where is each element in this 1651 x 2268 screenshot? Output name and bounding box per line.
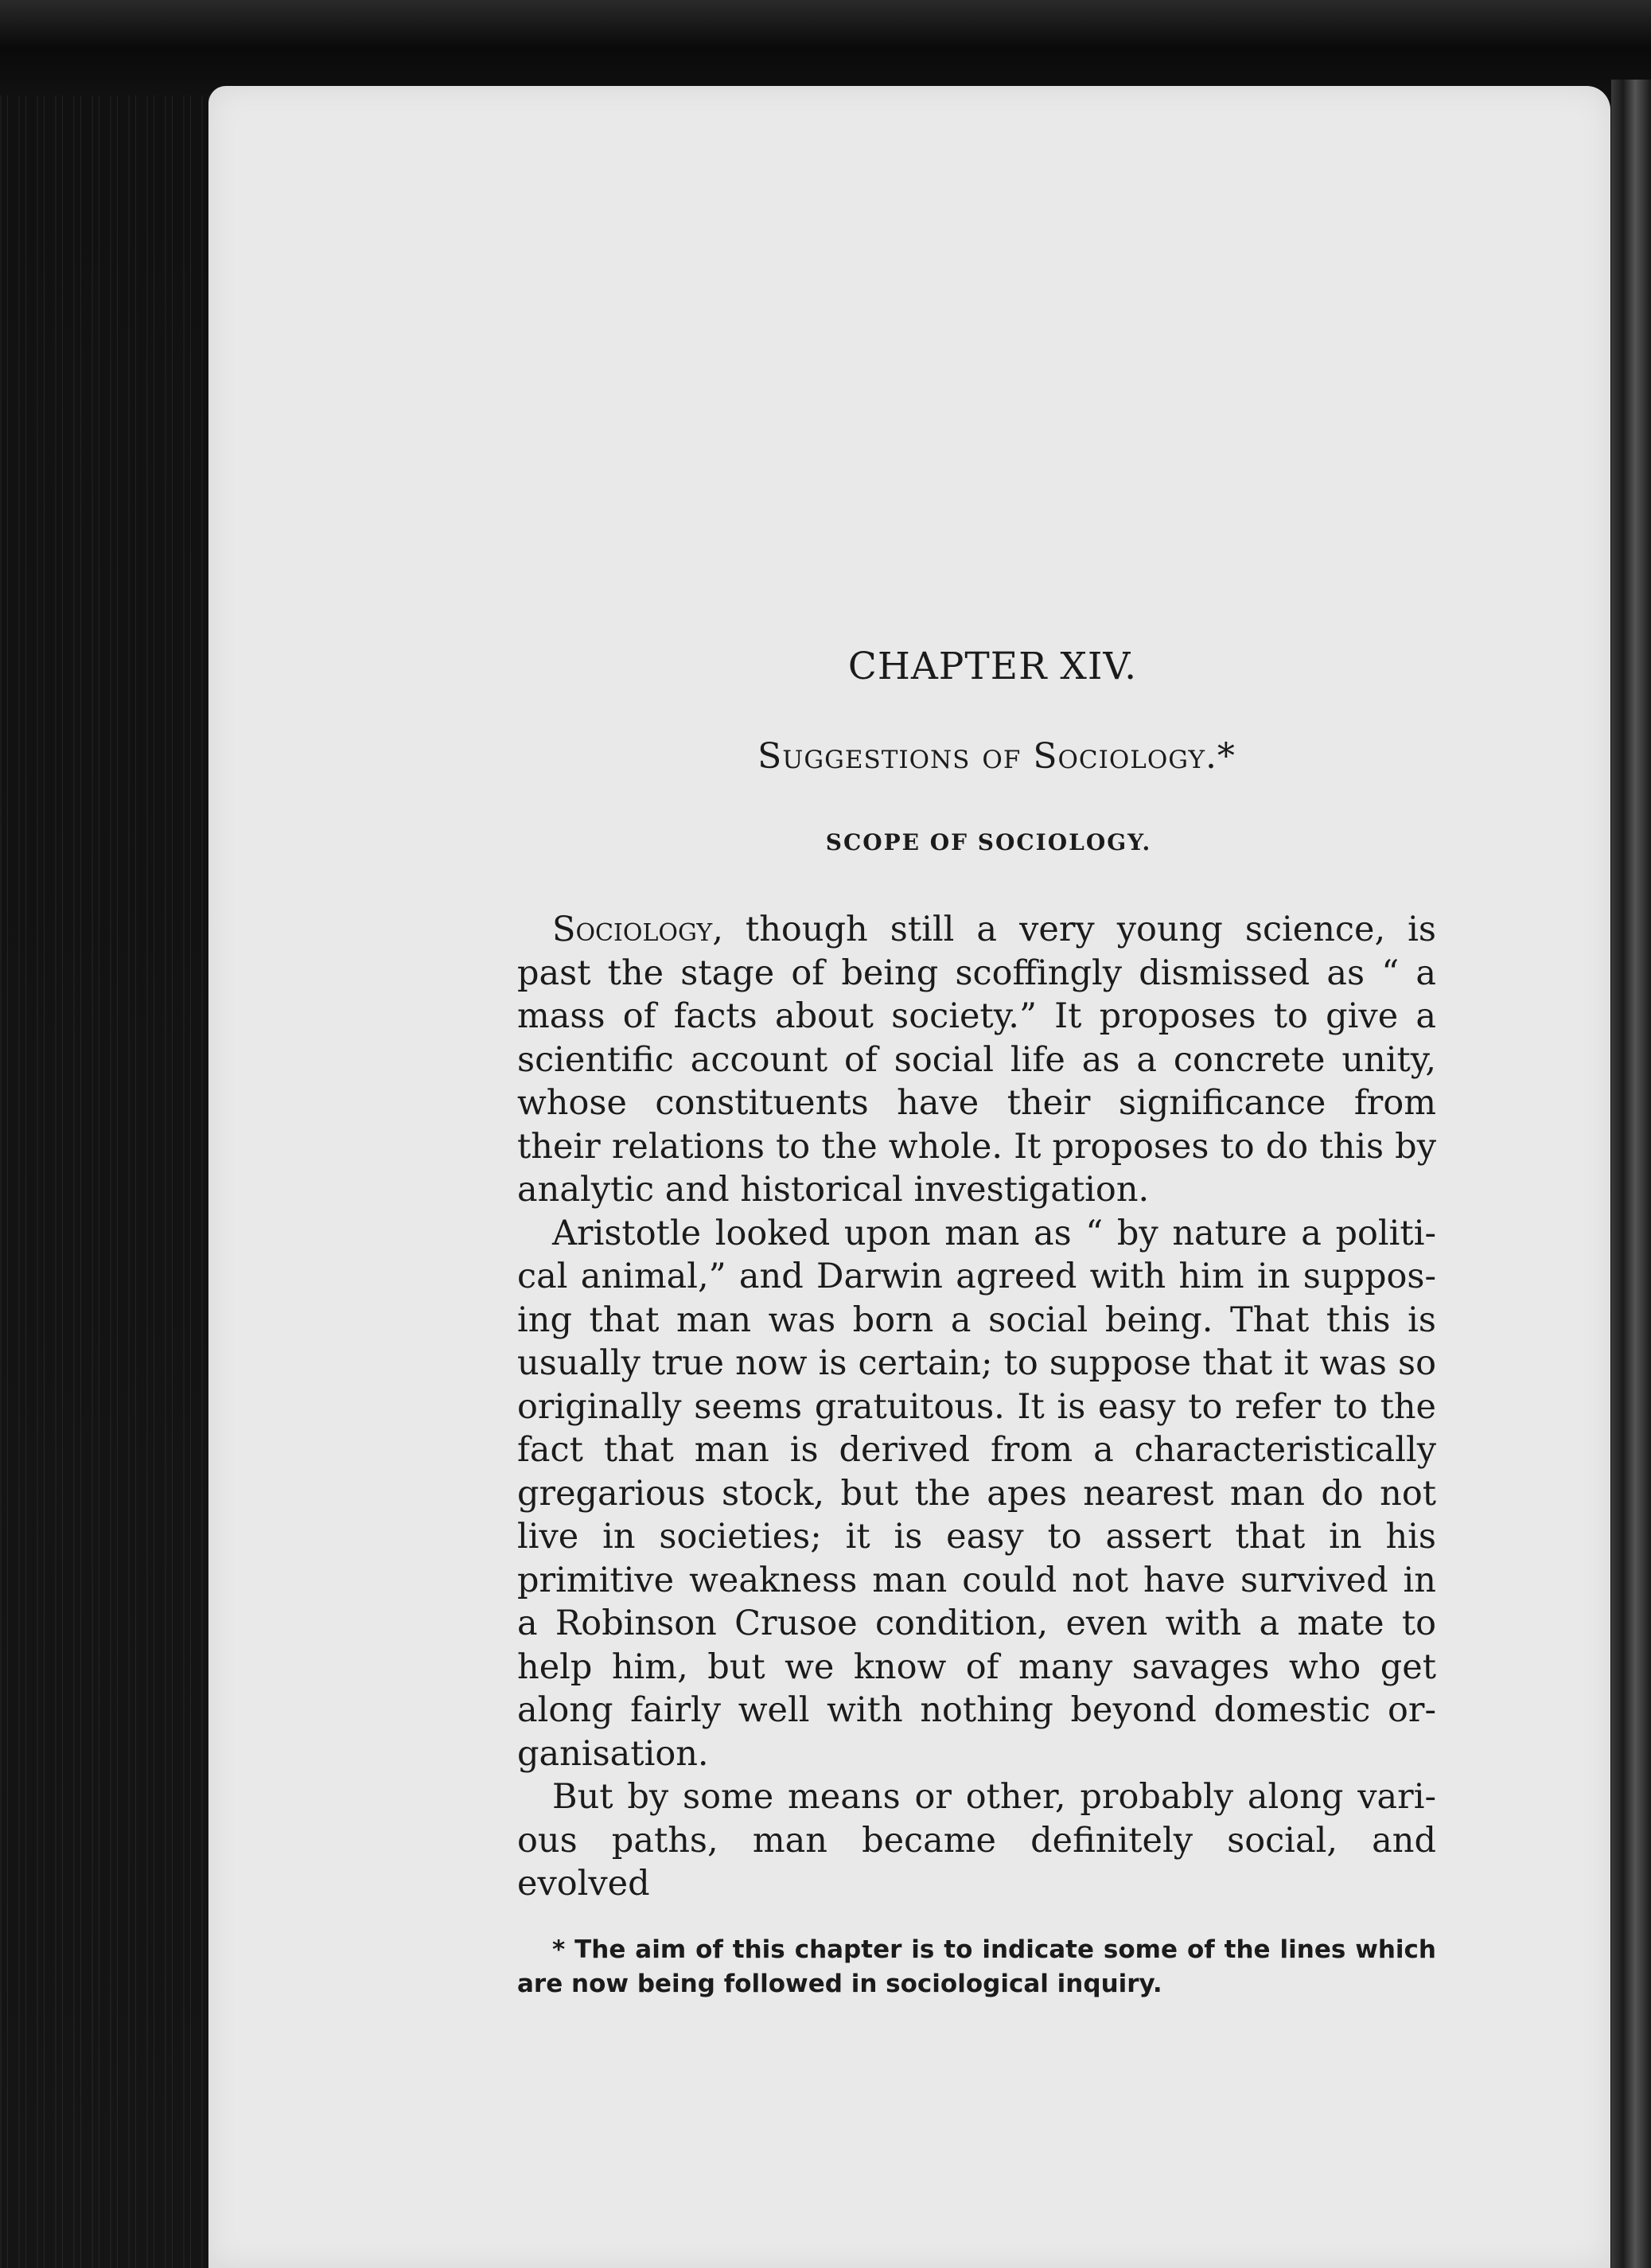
page-edge xyxy=(1611,80,1651,2268)
paragraph-text: But by some means or other, probably along various paths, man became definitely social, and evolved xyxy=(517,1777,1436,1904)
chapter-title: Suggestions of Sociology.* xyxy=(757,736,1236,777)
book-spine xyxy=(0,95,215,2268)
page-text-block xyxy=(517,645,1436,2026)
section-heading: SCOPE OF SOCIOLOGY. xyxy=(825,829,1152,855)
paragraph-lead: Sociology xyxy=(552,910,713,949)
paragraph-2 xyxy=(517,1212,1436,1776)
paragraph-3 xyxy=(517,1775,1436,1906)
paragraph-text: , though still a very young science, is past the stage of being scoffingly dismissed as “ a mass of facts about society.” It proposes to give a scientific account of social life as a concrete unity, whose constituents have their significance from their relations to the whole. It proposes to do this by analytic and historical investigation. xyxy=(517,910,1436,1210)
footnote: * The aim of this chapter is to indicate some of the lines which are now being followed in sociological inquiry. xyxy=(517,1935,1436,1998)
paragraph-text: Aristotle looked upon man as “ by nature a political animal,” and Darwin agreed with him in supposing that man was born a social being. That this is usually true now is certain; to suppose that it was so originally seems gratuitous. It is easy to refer to the fact that man is derived from a characteristically gregarious stock, but the apes nearest man do not live in societies; it is easy to assert that in his primitive weakness man could not have survived in a Robinson Crusoe condition, even with a mate to help him, but we know of many savages who get along fairly well with nothing beyond domestic organisation. xyxy=(517,1213,1436,1774)
paragraph-1 xyxy=(517,908,1436,1212)
chapter-heading: CHAPTER XIV. xyxy=(847,645,1138,688)
